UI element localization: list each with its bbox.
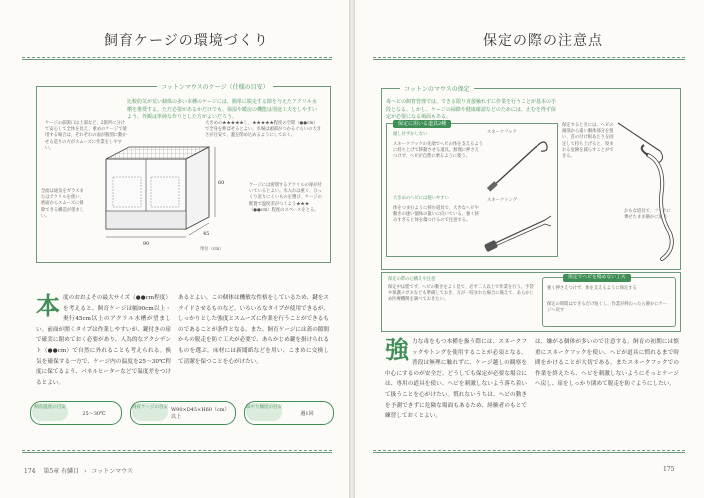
cage-box-intro: 比較的気が荒い個体の多い本種のケージには、簡単に脱走する隙を与えたアクリル水槽を推奨する。ただ必要があるかだけでも、保湿や暖房の機能は別途工夫をしやすいよう、外観は単純な作りとした方がよいだろう。 bbox=[127, 99, 318, 120]
left-para-1: 度のおおよその最大サイズ（●●cm程度）を考えると、飼育ケージは幅90cm以上・奥行45cm以上のアクリル水槽が望ましい。前面が開くタイプは作業しやすいが、鍵付きの扉で確実に閉めておく必要があり、人為的なアクシデント（●●cm）で自然に外れることも考えられる。換気を確保する一方で、ケージ内の温度を25〜30℃程度に保てるよう、パネルヒーターなどで温度差をつけるとよい。 bbox=[36, 295, 171, 386]
spec-cage-size bbox=[130, 401, 236, 425]
right-page-number: 175 bbox=[663, 466, 675, 473]
spec-temperature-label: 飼育温度の目安 bbox=[32, 403, 68, 421]
divider bbox=[22, 452, 332, 453]
tool2-heading: 大きめのヘビには使いやすい bbox=[393, 196, 449, 201]
tool2-text: 体をつまむように挟む道具で、大きなヘビや動きの速い個体の扱いに向いている。強く挟みすぎると体を傷つけるので注意する。 bbox=[393, 206, 479, 224]
left-page-number: 174 bbox=[24, 468, 36, 475]
divider bbox=[22, 59, 332, 60]
care-tip-1: 強く押さえつけず、体を支えるように保定する bbox=[547, 286, 637, 291]
spec-feeding bbox=[244, 401, 334, 425]
dimension-unit: 単位（cm） bbox=[200, 247, 224, 252]
left-para-2: あるとよい。この個体は機敏な性格をしているため、鍵をスライドさせるものなど、いろいろなタイプが使用できるが、しっかりとした強度とスムーズに作業を行うことができるものであることが条件となる。また、飼育ケージには蓋の隙間からの脱走を防ぐ工夫が必要で、あらかじめ鍵を掛けられるものを選ぶ。床材には新聞紙などを用い、こまめに交換して清潔を保つことを心がけたい。 bbox=[178, 295, 329, 365]
snake-hook-illustration bbox=[485, 138, 551, 192]
left-body-column-1 bbox=[36, 293, 171, 388]
cage-spec-box bbox=[36, 86, 331, 263]
cage-note-upper-left: ケージの前開口は上部など、2箇所に分けて安心して全体を見え、重めのケージで使用する場合は、それぞれの面が個別に動かせる造りの方がスムーズに作業をしやすい。 bbox=[45, 121, 127, 151]
snake-on-hook-caption: おもな道具で、フックに乗せたまま静かに運ぶ bbox=[624, 209, 671, 221]
dim-depth-label: 45 bbox=[203, 231, 210, 237]
footer-chapter: 第5章 有鱗目 bbox=[43, 468, 80, 475]
cage-note-left: 全面は通気をガラスまたはアクリルを使い、底面からスムーズに掃除できる構造が望ましい。 bbox=[41, 189, 84, 219]
spec-feeding-label: 餌やり頻度の目安 bbox=[246, 403, 282, 421]
spec-temperature-value: 25〜30℃ bbox=[82, 410, 106, 417]
right-body-column-1 bbox=[385, 337, 527, 422]
restraint-side-note: 保定するときには、ヘビの頭部から遠い胴体部分を狙い、首の付け根あたりを固定して持ち上げると、咬まれる危険を減らすことができる。 bbox=[562, 123, 614, 160]
cage-illustration bbox=[91, 149, 241, 249]
tool1-heading: 頭し付ずかしない bbox=[393, 132, 428, 137]
restraint-intro: 毒ヘビの飼育管理では、できる限り直接触れずに作業を行うことが基本の手段となる。しかし、ケージの掃除や健康確認などのためには、止むを得ず保定が必要になる場面もある。 bbox=[386, 99, 557, 120]
cage-box-title: コットンマウスのケージ（仕様の目安） bbox=[157, 82, 273, 91]
dim-height-label: 60 bbox=[218, 180, 225, 186]
right-para-1: 力な毒をもつ本種を扱う際には、スネークフックやトングを使用することが必須となる。普段は無理に触れずに、ケージ越しの観察を中心にするのが安全だ。どうしても保定が必要な場合には、専用の道具を使い、ヘビを刺激しないよう落ち着いて扱うことを心がけたい。慣れないうちは、ヘビの動きを予測できずに危険な場面もあるため、経験者のもとで練習しておくとよい。 bbox=[385, 339, 527, 420]
tool1-text: スネークフックの先端でヘビの体を支えるように持ち上げて移動させる道具。無理に押さえつけず、ヘビが自然に乗るように使う。 bbox=[393, 142, 483, 160]
divider bbox=[373, 59, 685, 60]
spec-cage-label: 飼育ケージの目安 bbox=[132, 403, 168, 421]
drop-cap: 強 bbox=[385, 335, 409, 364]
restraint-box-title: コットンのマウスの保定 bbox=[400, 84, 474, 93]
spec-cage-value: W90×D45×H60（cm）以上 bbox=[171, 407, 230, 420]
tools-box bbox=[386, 123, 558, 257]
snake-tong-illustration bbox=[485, 208, 551, 252]
right-para-2: は、嫌がる個体が多いので注意する。飼育の初期には慎重にスネークフックを使い、ヘビが道具に慣れるまで時間をかけることが大切である。またスネークフックでの作業を終えたら、ヘビを刺激しないようにそっとケージへ戻し、扉をしっかり閉めて脱走を防ぐようにしたい。 bbox=[535, 339, 679, 388]
left-footer: 174 第5章 有鱗目 › コットンマウス bbox=[24, 468, 134, 475]
right-page bbox=[355, 0, 704, 498]
right-page-title: 保定の際の注意点 bbox=[483, 33, 603, 49]
spec-temperature bbox=[30, 401, 122, 425]
spec-feeding-value: 週1回 bbox=[300, 410, 314, 417]
caution-text: 保定中は慌てず、ヘビの動きをよく見て、必ず二人以上で作業を行う。手袋や保護メガネなども準備しておき、万が一咬まれた場合に備えて、あらかじめ医療機関を調べておきたい。 bbox=[388, 285, 534, 303]
divider bbox=[22, 450, 332, 451]
left-page-title: 飼育ケージの環境づくり bbox=[104, 33, 269, 49]
care-tip-2: 保定の時間はできるだけ短くし、作業が終わったら静かにケージへ戻す bbox=[547, 302, 668, 314]
divider bbox=[373, 452, 685, 453]
restraint-box bbox=[381, 88, 681, 270]
tool2-label: スネークトング bbox=[487, 198, 517, 203]
drop-cap: 本 bbox=[36, 291, 60, 320]
dim-width-label: 90 bbox=[142, 241, 150, 247]
divider bbox=[373, 57, 685, 58]
caution-title: 保定の際の心構えや注意 bbox=[388, 277, 436, 282]
cage-note-upper-right: 大きめの★★★★★し、★★★★★程度の空間（●●cm）で全身を伸ばせるとよい。水場は頭部がつかるぐらいの大きさが目安で、蓋を閉め込めるようにしておく。 bbox=[205, 121, 322, 139]
care-tips-box bbox=[542, 277, 676, 327]
care-tips-title: 保定でヘビを傷めない工夫 bbox=[563, 274, 631, 282]
left-page bbox=[0, 0, 349, 498]
divider bbox=[373, 450, 685, 451]
footer-section: コットンマウス bbox=[91, 468, 134, 475]
cage-note-right: ケージには密閉するアクリルの扉が付いているとよい。水入れは重く、ひっくり返りにくいものを選び、ケージの配置で温度差がつくよう★★★（●●cm）程度のスペースをとる。 bbox=[249, 183, 322, 213]
tool1-label: スネークフック bbox=[487, 130, 517, 135]
tools-box-title: 保定に用いる道具2種 bbox=[393, 120, 451, 128]
divider bbox=[22, 57, 332, 58]
bottom-info-box bbox=[381, 272, 681, 332]
snake-on-hook-illustration bbox=[618, 93, 678, 263]
